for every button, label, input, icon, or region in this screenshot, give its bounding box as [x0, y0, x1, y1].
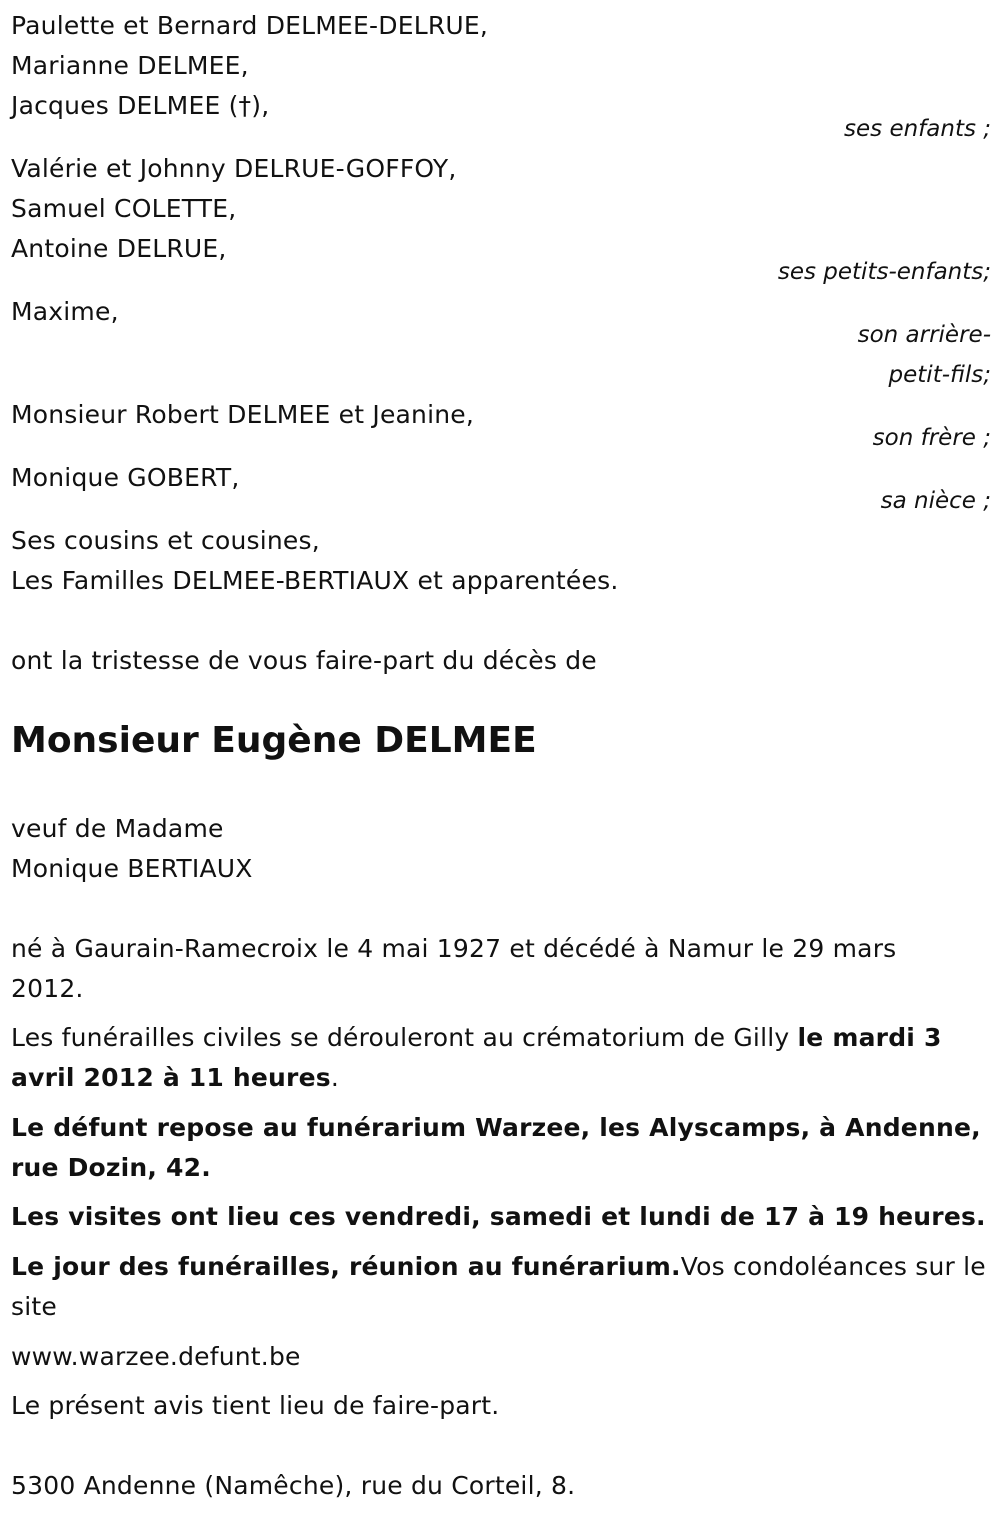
website-link[interactable]: www.warzee.defunt.be: [11, 1342, 301, 1371]
funeral-text: [11, 1018, 986, 1098]
family-member-line: Antoine DELRUE,: [11, 234, 227, 263]
widower-line: Monique BERTIAUX: [11, 854, 253, 883]
meeting-bold: Le jour des funérailles, réunion au funérarium.: [11, 1252, 681, 1281]
family-member-line: Samuel COLETTE,: [11, 194, 237, 223]
family-member-line: Ses cousins et cousines,: [11, 526, 320, 555]
grandchildren-section: [11, 149, 993, 269]
widower-section: [11, 809, 993, 889]
family-member-line: Jacques DELMEE (†),: [11, 91, 270, 120]
birth-death-text: né à Gaurain-Ramecroix le 4 mai 1927 et décédé à Namur le 29 mars 2012.: [11, 934, 897, 1003]
address-text: 5300 Andenne (Namêche), rue du Corteil, 8.: [11, 1471, 576, 1500]
brother-name: Monsieur Robert DELMEE et Jeanine,: [11, 400, 475, 429]
relation-label-great-grandchild-1: son arrière-: [857, 322, 991, 348]
announcement-text: ont la tristesse de vous faire-part du décès de: [11, 646, 597, 675]
family-member-line: Paulette et Bernard DELMEE-DELRUE,: [11, 11, 489, 40]
other-relatives-section: [11, 521, 993, 601]
funeral-date: le mardi 3 avril 2012 à 11 heures: [11, 1023, 942, 1092]
relation-label-brother: son frère ;: [872, 425, 991, 451]
niece-name: Monique GOBERT,: [11, 463, 240, 492]
family-member-line: Les Familles DELMEE-BERTIAUX et apparentées.: [11, 566, 619, 595]
great-grandchild-name: Maxime,: [11, 297, 119, 326]
meeting-text: [11, 1247, 986, 1327]
notice-text: Le présent avis tient lieu de faire-part.: [11, 1391, 500, 1420]
relation-label-children: ses enfants ;: [844, 116, 991, 142]
family-member-line: Marianne DELMEE,: [11, 51, 249, 80]
widower-line: veuf de Madame: [11, 814, 224, 843]
relation-label-great-grandchild-2: petit-fils;: [888, 362, 991, 388]
children-section: [11, 6, 993, 126]
deceased-name: Monsieur Eugène DELMEE: [11, 720, 537, 761]
relation-label-grandchildren: ses petits-enfants;: [777, 259, 991, 285]
condolences-text: Vos condoléances sur le site: [11, 1252, 986, 1321]
funeral-text-end: .: [330, 1063, 339, 1092]
relation-label-niece: sa nièce ;: [880, 488, 991, 514]
visits-text: Les visites ont lieu ces vendredi, samedi et lundi de 17 à 19 heures.: [11, 1202, 986, 1231]
repose-text: Le défunt repose au funérarium Warzee, les Alyscamps, à Andenne, rue Dozin, 42.: [11, 1113, 981, 1182]
family-member-line: Valérie et Johnny DELRUE-GOFFOY,: [11, 154, 457, 183]
funeral-text-main: Les funérailles civiles se dérouleront au crématorium de Gilly: [11, 1023, 798, 1052]
